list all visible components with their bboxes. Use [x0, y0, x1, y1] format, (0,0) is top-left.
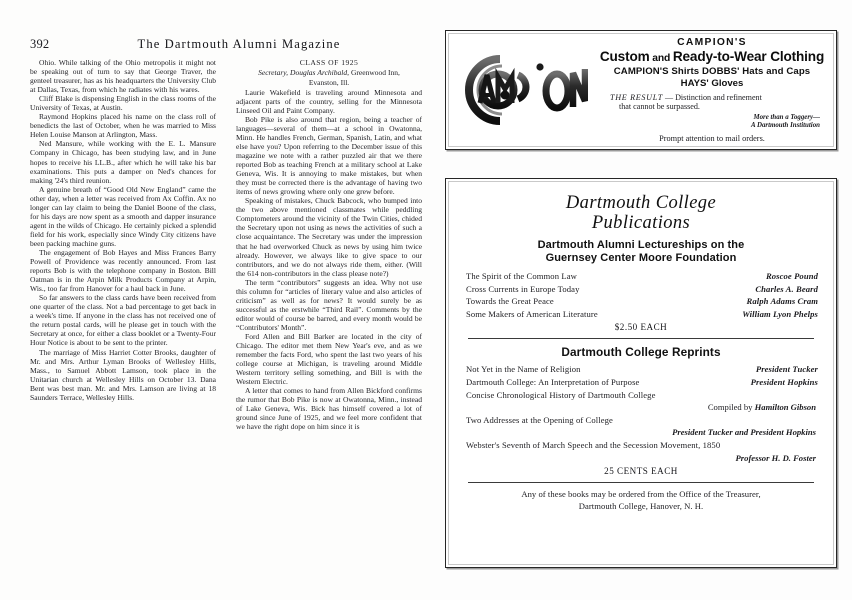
running-head: The Dartmouth Alumni Magazine — [137, 37, 341, 51]
paragraph: The engagement of Bob Hayes and Miss Frances Barry Powell of Providence was recently announced. From last reports Bob is with the telephone company in Boston. Bill Oatman is in the Arpin Milk Products Company at Arpin, Wis., too far from Hanover for a haul back in June. — [30, 247, 216, 294]
list-item[interactable] — [464, 270, 818, 283]
text-columns — [30, 58, 422, 583]
dartmouth-publications-advertisement[interactable] — [445, 178, 837, 568]
campion-monogram-icon — [456, 51, 588, 129]
column-right — [236, 58, 422, 432]
campion-slogan-line1: More than a Toggery— — [753, 113, 820, 121]
footer-divider — [468, 482, 814, 483]
campion-headline: CAMPION'S — [677, 37, 747, 49]
book-author: Roscoe Pound — [765, 271, 818, 281]
lectureships-price: $2.50 EACH — [614, 322, 668, 333]
reprints-list — [464, 363, 818, 464]
list-item[interactable] — [464, 414, 818, 439]
book-title: Two Addresses at the Opening of College — [466, 414, 613, 425]
campion-readytowear-word: Ready-to-Wear Clothing — [672, 49, 825, 65]
list-item[interactable] — [464, 295, 818, 308]
class-secretary-city: Evanston, Ill. — [308, 77, 350, 87]
secretary-address: , Greenwood Inn, — [347, 67, 400, 77]
list-item[interactable] — [464, 439, 818, 464]
book-author: President Hopkins — [750, 376, 818, 387]
paragraph: Raymond Hopkins placed his name on the class roll of benedicts the last of October, when he was married to Miss Helen Louise Manson at Arlington, Mass. — [30, 112, 216, 140]
book-author: Charles A. Beard — [755, 283, 818, 294]
paragraph: A letter that comes to hand from Allen Bickford confirms the rumor that Bob Pike is now at Owatonna, Minn., instead of Lake Geneva, Wis. Bick has himself covered a lot of ground since June of 1925, and we feel more confident that we have the right dope on him since it is — [236, 386, 422, 432]
list-item[interactable] — [464, 283, 818, 296]
section-divider — [468, 338, 814, 339]
campion-mail-order-note: Prompt attention to mail orders. — [659, 133, 765, 143]
reprints-title: Dartmouth College Reprints — [561, 345, 721, 360]
publications-title-line2: Publications — [591, 213, 691, 233]
book-title: Towards the Great Peace — [466, 296, 554, 307]
secretary-name: Secretary, Douglas Archibald — [258, 67, 348, 77]
book-author: President Tucker and President Hopkins — [672, 427, 816, 438]
campion-and-word: and — [649, 53, 673, 65]
campion-slogan-line2: A Dartmouth Institution — [751, 121, 820, 129]
book-author: Professor H. D. Foster — [735, 452, 816, 463]
campion-tagline-clothing — [598, 49, 826, 64]
paragraph: A genuine breath of “Good Old New England” came the other day, when a letter was received from Ax Coffin. Ax no longer can lay claim to being the Daniel Boone of the class, for his days are now spent as a smooth and dapper insurance agent in the wilds of Chicago. He certainly picked a splendid field for his work, especially since Windy City citizens have been packing machine guns. — [30, 184, 216, 248]
campion-custom-word: Custom — [599, 49, 650, 65]
campion-result-label: THE RESULT — [610, 92, 663, 102]
book-title: Some Makers of American Literature — [466, 308, 598, 319]
class-heading: CLASS OF 1925 — [299, 58, 359, 67]
list-item[interactable] — [464, 308, 818, 321]
paragraph: The term “contributors” suggests an idea. Why not use this column for “articles of literary value and also articles of criticism” as well as for news? It would surely be as successful as the erstwhile “Third Rail”. Comments by the editor would of course be barred, and every month would be “Contributors' Month”. — [236, 277, 422, 332]
attribution-prefix: Compiled by — [707, 402, 755, 413]
paragraph: Ford Allen and Bill Barker are located in the city of Chicago. The editor met them New Year's eve, and as we remember the facts Ford, who spent the last two years of his college course at Michigan, is traveling around Middle Western territory selling something, and Bill is with the Western Electric. — [236, 332, 422, 387]
book-attribution — [464, 401, 818, 414]
list-item[interactable] — [464, 363, 818, 376]
paragraph: Ned Mansure, while working with the E. L. Mansure Company in Chicago, has been studying law, and in June hopes to receive his LL.B., after which he will take his bar examinations. This puts a damper on Ned's chances for making '24's third reunion. — [30, 139, 216, 185]
book-attribution — [464, 426, 818, 439]
paragraph: Speaking of mistakes, Chuck Babcock, who bumped into the two above mentioned classmates while peddling Comptometers around the vicinity of the Twin Cities, chided the Secretary upon not using as news the activities of such a close acquaintance. The Secretary was under the impression that he had overworked Chuck as news by using him twice already. However, we always like to give space to our contributors, and we do not always ride them, either. (Will the 614 non-contributors in the class please note?) — [236, 196, 422, 278]
list-item[interactable] — [464, 376, 818, 389]
page-header — [30, 37, 422, 53]
campion-brands-line: CAMPION'S Shirts DOBBS' Hats and Caps — [613, 65, 811, 77]
book-title: Not Yet in the Name of Religion — [466, 364, 581, 375]
lectureships-subtitle — [464, 239, 818, 265]
book-title: Dartmouth College: An Interpretation of Purpose — [466, 376, 640, 387]
book-title: The Spirit of the Common Law — [466, 271, 577, 281]
campion-result-text2: that cannot be surpassed. — [619, 102, 700, 112]
paragraph: So far answers to the class cards have been received from one quarter of the class. Not a bad percentage to get back in a week's time. If anyone in the class has not received one of the return postal cards, will he please get in touch with the Secretary at once, for either a class booklet or a Twenty-Four Hour Notice is about to be sent to the printer. — [30, 293, 216, 348]
publications-title — [464, 193, 818, 233]
lectureships-subtitle-line2: Guernsey Center Moore Foundation — [545, 252, 737, 264]
page-number: 392 — [30, 37, 50, 51]
column-left — [30, 58, 216, 402]
book-author: Hamilton Gibson — [754, 402, 816, 413]
reprints-price: 25 CENTS EACH — [604, 466, 678, 477]
campion-result-block — [598, 93, 826, 112]
campion-gloves-line: HAYS' Gloves — [680, 77, 744, 89]
right-advertisement-page — [430, 0, 852, 600]
publications-title-line1: Dartmouth College — [565, 193, 717, 213]
ordering-info-line1: Any of these books may be ordered from the Office of the Treasurer, — [521, 489, 761, 500]
book-title: Webster's Seventh of March Speech and the Secession Movement, 1850 — [466, 439, 721, 450]
campion-result-text: — Distinction and refinement — [662, 92, 762, 102]
list-item[interactable] — [464, 389, 818, 414]
book-author: William Lyon Phelps — [742, 308, 818, 319]
book-title: Concise Chronological History of Dartmouth College — [466, 389, 656, 400]
book-title: Cross Currents in Europe Today — [466, 283, 580, 294]
campion-logo — [446, 31, 598, 149]
book-attribution — [464, 452, 818, 465]
book-author: Ralph Adams Cram — [746, 296, 818, 307]
paragraph: Bob Pike is also around that region, being a teacher of languages—several of them—at a school in Owatonna, Minn. He handles French, German, Spanish, Latin, and what else have you? Upon referring to the December issue of this magazine we note with a rather puzzled air that we there reported Bob as teaching French at a military school at Lake Geneva, Wis. It is annoying to make mistakes, but when they must be corrected there is the advantage of having two items of news growing where only one grew before. — [236, 114, 422, 197]
paragraph: Ohio. While talking of the Ohio metropolis it might not be speaking out of turn to say that George Traver, the genteel treasurer, has as his headquarters the University Club at Dallas, Texas, from which he radiates with his wares. — [30, 58, 216, 95]
campion-slogan — [598, 114, 826, 130]
lectureships-list — [464, 270, 818, 320]
class-secretary — [236, 68, 422, 77]
book-author: President Tucker — [755, 364, 818, 375]
campion-ad-copy — [598, 31, 836, 149]
paragraph: The marriage of Miss Harriet Cotter Brooks, daughter of Mr. and Mrs. Arthur Lyman Brooks of Wellesley Hills, Mass., to Samuel Abbott Lamson, took place in the Unitarian church at Wellesley Hills on October 13. Dana Bent was best man. Mr. and Mrs. Lamson are living at 18 Saunders Terrace, Wellesley Hills. — [30, 347, 216, 402]
campion-advertisement[interactable] — [445, 30, 837, 150]
paragraph: Laurie Wakefield is traveling around Minnesota and adjacent parts of the country, selling for the Minnesota Linseed Oil and Paint Company. — [236, 87, 422, 115]
paragraph: Cliff Blake is dispensing English in the class rooms of the University of Texas, at Austin. — [30, 94, 216, 113]
ordering-info-line2: Dartmouth College, Hanover, N. H. — [578, 500, 704, 511]
ordering-info — [464, 489, 818, 512]
lectureships-subtitle-line1: Dartmouth Alumni Lectureships on the — [537, 239, 745, 251]
